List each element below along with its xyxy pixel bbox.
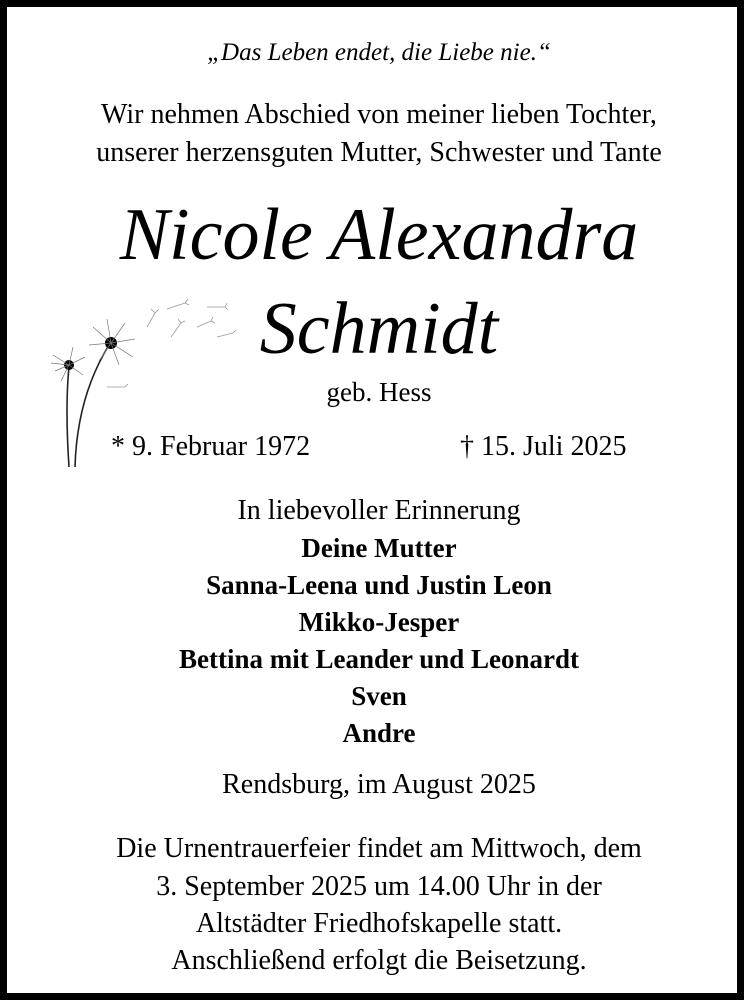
mourner-line: Sanna-Leena und Justin Leon bbox=[206, 570, 552, 600]
mourner-line: Bettina mit Leander und Leonardt bbox=[178, 644, 580, 674]
intro-line-1: Wir nehmen Abschied von meiner lieben Tochter, bbox=[101, 99, 657, 130]
remembrance-line: In liebevoller Erinnerung bbox=[237, 495, 521, 526]
birth-date: * 9. Februar 1972 bbox=[111, 431, 311, 462]
maiden-name: geb. Hess bbox=[326, 377, 432, 407]
place-date: Rendsburg, im August 2025 bbox=[222, 769, 536, 800]
deceased-first-names: Nicole Alexandra bbox=[119, 194, 639, 276]
mourner-line: Sven bbox=[351, 681, 407, 711]
service-line-1: Die Urnentrauerfeier findet am Mittwoch, dem bbox=[116, 833, 642, 864]
service-line-3: Altstädter Friedhofskapelle statt. bbox=[195, 908, 563, 939]
mourner-line: Mikko-Jesper bbox=[298, 607, 460, 637]
service-line-4: Anschließend erfolgt die Beisetzung. bbox=[171, 945, 587, 976]
mourner-line: Deine Mutter bbox=[301, 533, 457, 563]
death-date: † 15. Juli 2025 bbox=[460, 431, 627, 462]
motto-quote: „Das Leben endet, die Liebe nie.“ bbox=[207, 39, 551, 66]
deceased-surname: Schmidt bbox=[259, 288, 499, 370]
mourner-line: Andre bbox=[342, 718, 416, 748]
intro-line-2: unserer herzensguten Mutter, Schwester und Tante bbox=[96, 137, 662, 168]
service-line-2: 3. September 2025 um 14.00 Uhr in der bbox=[156, 871, 602, 902]
